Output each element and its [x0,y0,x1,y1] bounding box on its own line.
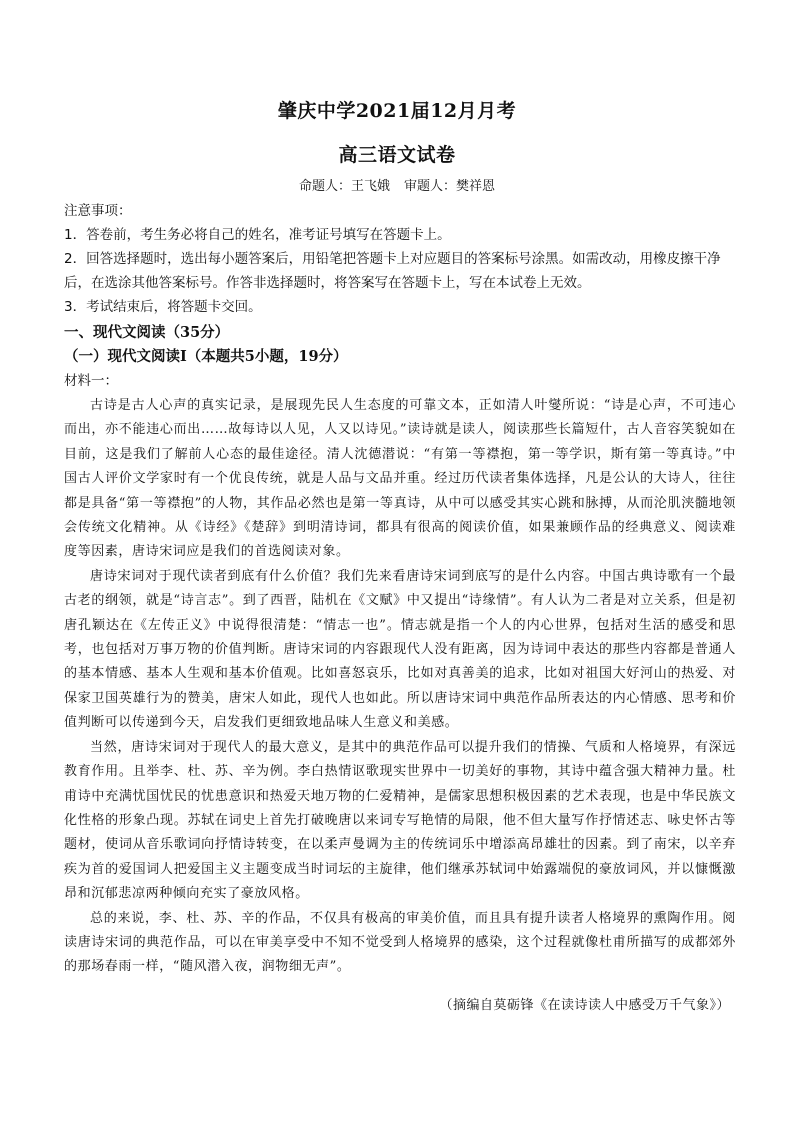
note-item: 3．考试结束后，将答题卡交回。 [64,299,262,315]
passage-paragraph: 当然，唐诗宋词对于现代人的最大意义，是其中的典范作品可以提升我们的情操、气质和人格境界，有深远教育作用。且举李、杜、苏、辛为例。李白热情讴歌现实世界中一切美好的事物，其诗中蕴含强大精神力量。杜甫诗中充满忧国忧民的忧患意识和热爱天地万物的仁爱精神，是儒家思想积极因素的艺术表现，也是中华民族文化性格的形象凸现。苏轼在词史上首先打破晚唐以来词专写艳情的局限，他不但大量写作抒情述志、咏史怀古等题材，使词从音乐歌词向抒情诗转变，在以柔声曼调为主的传统词乐中增添高昂雄壮的因素。到了南宋，以辛弃疾为首的爱国词人把爱国主义主题变成当时词坛的主旋律，他们继承苏轼词中始露端倪的豪放词风，并以慷慨激昂和沉郁悲凉两种倾向充实了豪放风格。 [64,739,736,902]
passage-source: （摘编自莫砺锋《在读诗读人中感受万千气象》） [439,998,730,1013]
passage-paragraph: 总的来说，李、杜、苏、辛的作品，不仅具有极高的审美价值，而且具有提升读者人格境界的熏陶作用。阅读唐诗宋词的典范作品，可以在审美享受中不知不觉受到人格境界的感染，这个过程就像杜甫所描写的成都郊外的那场春雨一样，“随风潜入夜，润物细无声”。 [64,910,736,975]
exam-title: 肇庆中学2021届12月月考 [277,100,517,122]
notes-label: 注意事项： [64,203,132,219]
reviewer-text: 审题人：樊祥恩 [404,179,496,194]
notes-block [64,199,736,319]
subsection-heading: （一）现代文阅读Ⅰ（本题共5小题，19分） [64,348,348,365]
section-heading: 一、现代文阅读（35分） [64,324,230,341]
passage-paragraph: 古诗是古人心声的真实记录，是展现先民人生态度的可靠文本，正如清人叶燮所说：“诗是心声，不可违心而出，亦不能违心而出……故每诗以人见，人又以诗见。”读诗就是读人，阅读那些长篇短什，古人音容笑貌如在目前，这是我们了解前人心态的最佳途径。清人沈德潜说：“有第一等襟抱，第一等学识，斯有第一等真诗。”中国古人评价文学家时有一个优良传统，就是人品与文品并重。经过历代读者集体选择，凡是公认的大诗人，往往都是具备“第一等襟抱”的人物，其作品必然也是第一等真诗，从中可以感受其实心跳和脉搏，从而沦肌浃髓地领会传统文化精神。从《诗经》《楚辞》到明清诗词，都具有很高的阅读价值，如果兼顾作品的经典意义、阅读难度等因素，唐诗宋词应是我们的首选阅读对象。 [64,398,736,560]
material-label: 材料一： [64,373,118,389]
passage-paragraph: 唐诗宋词对于现代读者到底有什么价值？我们先来看唐诗宋词到底写的是什么内容。中国古典诗歌有一个最古老的纲领，就是“诗言志”。到了西晋，陆机在《文赋》中又提出“诗缘情”。有人认为二者是对立关系，但是初唐孔颖达在《左传正义》中说得很清楚：“情志一也”。情志就是指一个人的内心世界，包括对生活的感受和思考，也包括对万事万物的价值判断。唐诗宋词的内容跟现代人没有距离，因为诗词中表达的那些内容都是普通人的基本情感、基本人生观和基本价值观。比如喜怒哀乐，比如对真善美的追求，比如对祖国大好河山的热爱、对保家卫国英雄行为的赞美，唐宋人如此，现代人也如此。所以唐诗宋词中典范作品所表达的内心情感、思考和价值判断可以传递到今天，启发我们更细致地品味人生意义和美感。 [64,568,736,731]
note-item: 1．答卷前，考生务必将自己的姓名，准考证号填写在答题卡上。 [64,227,451,243]
exam-subtitle: 高三语文试卷 [338,144,456,166]
note-item: 2．回答选择题时，选出每小题答案后，用铅笔把答题卡上对应题目的答案标号涂黑。如需改动，用橡皮擦干净后，在选涂其他答案标号。作答非选择题时，将答案写在答题卡上，写在本试卷上无效。 [64,251,721,291]
author-text: 命题人：王飞娥 [298,179,390,194]
author-line [0,175,794,194]
reading-passage [64,394,736,980]
